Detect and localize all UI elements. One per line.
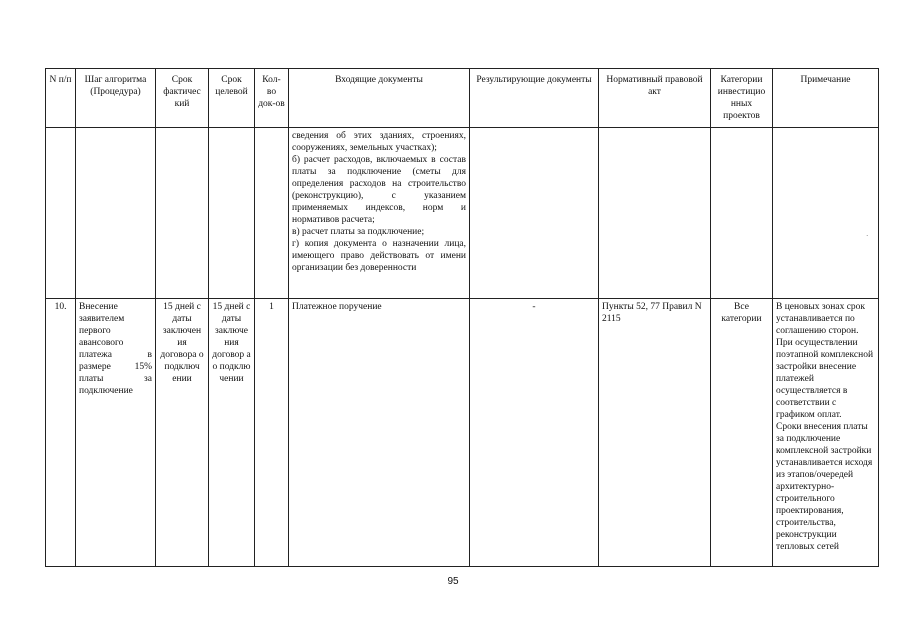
header-incoming-docs: Входящие документы	[289, 69, 470, 128]
cont-result-cell	[470, 128, 599, 299]
header-note: Примечание	[773, 69, 879, 128]
header-row	[46, 69, 879, 128]
cont-num-cell	[46, 128, 76, 299]
page-number: 95	[447, 576, 459, 587]
row10-step: Внесение заявителем первого авансового платежа в размере 15% платы за подключение	[76, 299, 156, 567]
cont-docs-count-cell	[255, 128, 289, 299]
cont-actual-cell	[156, 128, 209, 299]
header-actual-term: Срок фактичес кий	[156, 69, 209, 128]
cont-normative-cell	[599, 128, 711, 299]
row10-target-term: 15 дней с даты заключе ния договор а о подклю чении	[209, 299, 255, 567]
header-normative-act: Нормативный правовой акт	[599, 69, 711, 128]
header-step: Шаг алгоритма (Процедура)	[76, 69, 156, 128]
header-result-docs: Результирующие документы	[470, 69, 599, 128]
header-docs-count: Кол-во док-ов	[255, 69, 289, 128]
continuation-row	[46, 128, 879, 299]
header-project-categories: Категории инвестицио нных проектов	[711, 69, 773, 128]
row10-result-docs: -	[470, 299, 599, 567]
header-num: N п/п	[46, 69, 76, 128]
row10-project-categories: Все категории	[711, 299, 773, 567]
row10-num: 10.	[46, 299, 76, 567]
row10-normative-act: Пункты 52, 77 Правил N 2115	[599, 299, 711, 567]
cont-incoming-cell: сведения об этих зданиях, строениях, сооружениях, земельных участках); б) расчет расходов, включаемых в состав платы за подключение (сметы для определения расходов на строительство (реконструкцию), с указанием применяемых индексов, норм и нормативов расчета; в) расчет платы за подключение; г) копия документа о назначении лица, имеющего право действовать от имени организации без доверенности	[289, 128, 470, 299]
row10-docs-count: 1	[255, 299, 289, 567]
cont-note-cell	[773, 128, 879, 299]
row10-actual-term: 15 дней с даты заключен ия договора о подключ ении	[156, 299, 209, 567]
cont-target-cell	[209, 128, 255, 299]
cont-categories-cell	[711, 128, 773, 299]
scan-speck: ·	[866, 232, 869, 240]
table-row-10	[46, 299, 879, 567]
cont-step-cell	[76, 128, 156, 299]
algorithm-table	[45, 68, 879, 567]
row10-incoming-docs: Платежное поручение	[289, 299, 470, 567]
header-target-term: Срок целевой	[209, 69, 255, 128]
row10-note: В ценовых зонах срок устанавливается по соглашению сторон. При осуществлении поэтапной комплексной застройки внесение платежей осуществляется в соответствии с графиком оплат. Сроки внесения платы за подключение комплексной застройки устанавливается исходя из этапов/очередей архитектурно-строительного проектирования, строительства, реконструкции тепловых сетей	[773, 299, 879, 567]
